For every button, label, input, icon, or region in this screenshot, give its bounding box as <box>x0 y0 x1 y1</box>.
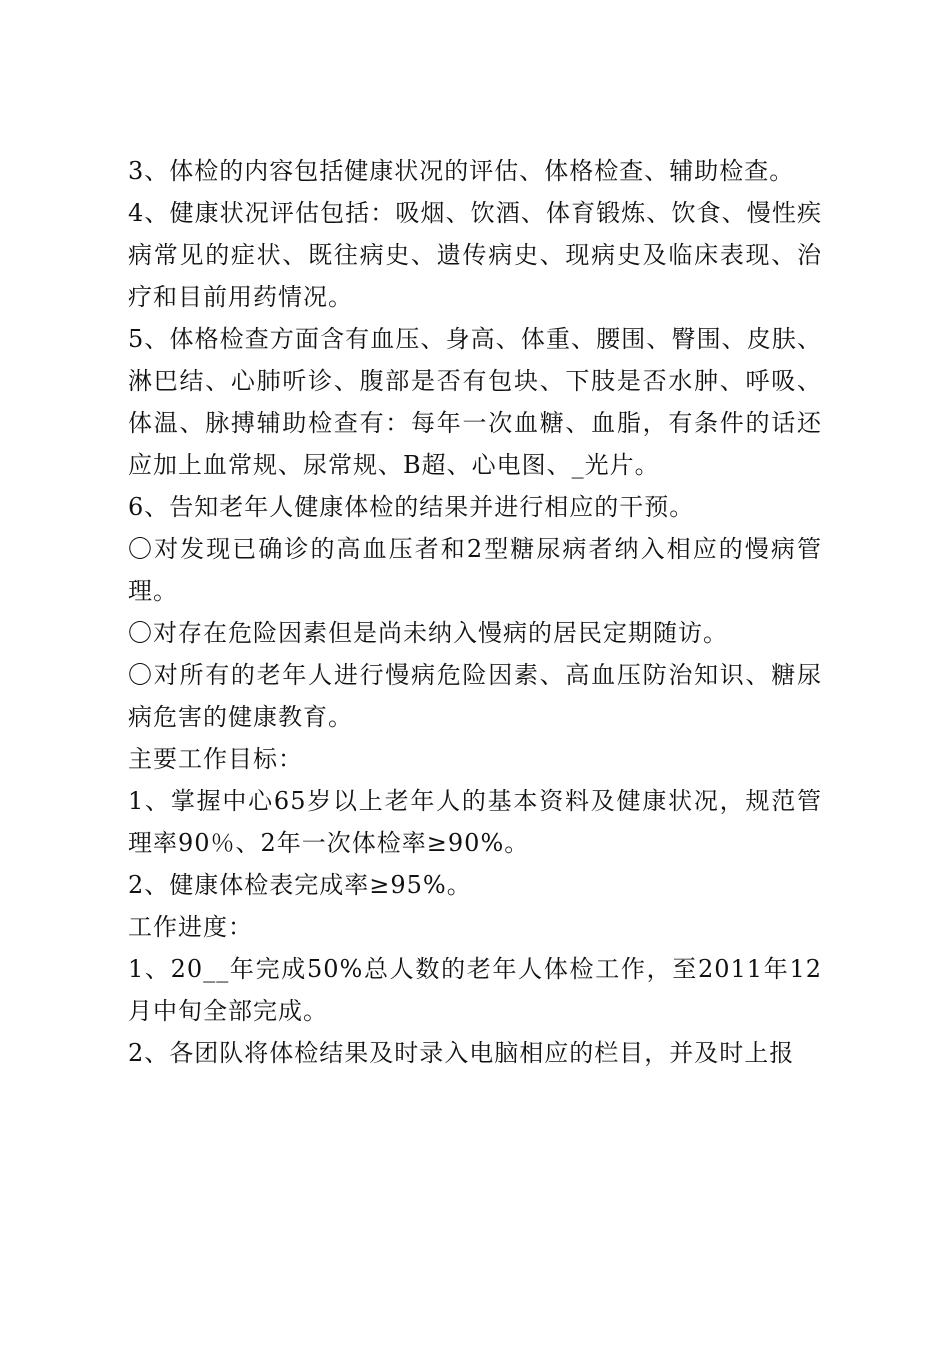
heading-work-progress: 工作进度： <box>128 913 253 941</box>
heading-main-goals: 主要工作目标： <box>128 745 303 773</box>
paragraph-risk-followup: 〇对存在危险因素但是尚未纳入慢病的居民定期随访。 <box>128 619 728 647</box>
paragraph-chronic-management: 〇对发现已确诊的高血压者和2型糖尿病者纳入相应的慢病管理。 <box>128 535 822 605</box>
paragraph-progress-schedule: 1、20__年完成50%总人数的老年人体检工作，至2011年12月中旬全部完成。 <box>128 955 822 1025</box>
document-body <box>128 150 822 1074</box>
paragraph-progress-reporting: 2、各团队将体检结果及时录入电脑相应的栏目，并及时上报 <box>128 1039 795 1067</box>
paragraph-goal-management-rate: 1、掌握中心65岁以上老年人的基本资料及健康状况，规范管理率90％、2年一次体检率≥90%。 <box>128 787 822 857</box>
paragraph-health-assessment: 4、健康状况评估包括：吸烟、饮酒、体育锻炼、饮食、慢性疾病常见的症状、既往病史、遗传病史、现病史及临床表现、治疗和目前用药情况。 <box>128 199 822 311</box>
paragraph-inform-results: 6、告知老年人健康体检的结果并进行相应的干预。 <box>128 493 695 521</box>
paragraph-checkup-content: 3、体检的内容包括健康状况的评估、体格检查、辅助检查。 <box>128 157 795 185</box>
paragraph-goal-form-completion: 2、健康体检表完成率≥95%。 <box>128 871 472 899</box>
paragraph-health-education: 〇对所有的老年人进行慢病危险因素、高血压防治知识、糖尿病危害的健康教育。 <box>128 661 822 731</box>
paragraph-physical-exam: 5、体格检查方面含有血压、身高、体重、腰围、臀围、皮肤、淋巴结、心肺听诊、腹部是否有包块、下肢是否水肿、呼吸、体温、脉搏辅助检查有：每年一次血糖、血脂，有条件的话还应加上血常规、尿常规、B超、心电图、_光片。 <box>128 325 822 479</box>
